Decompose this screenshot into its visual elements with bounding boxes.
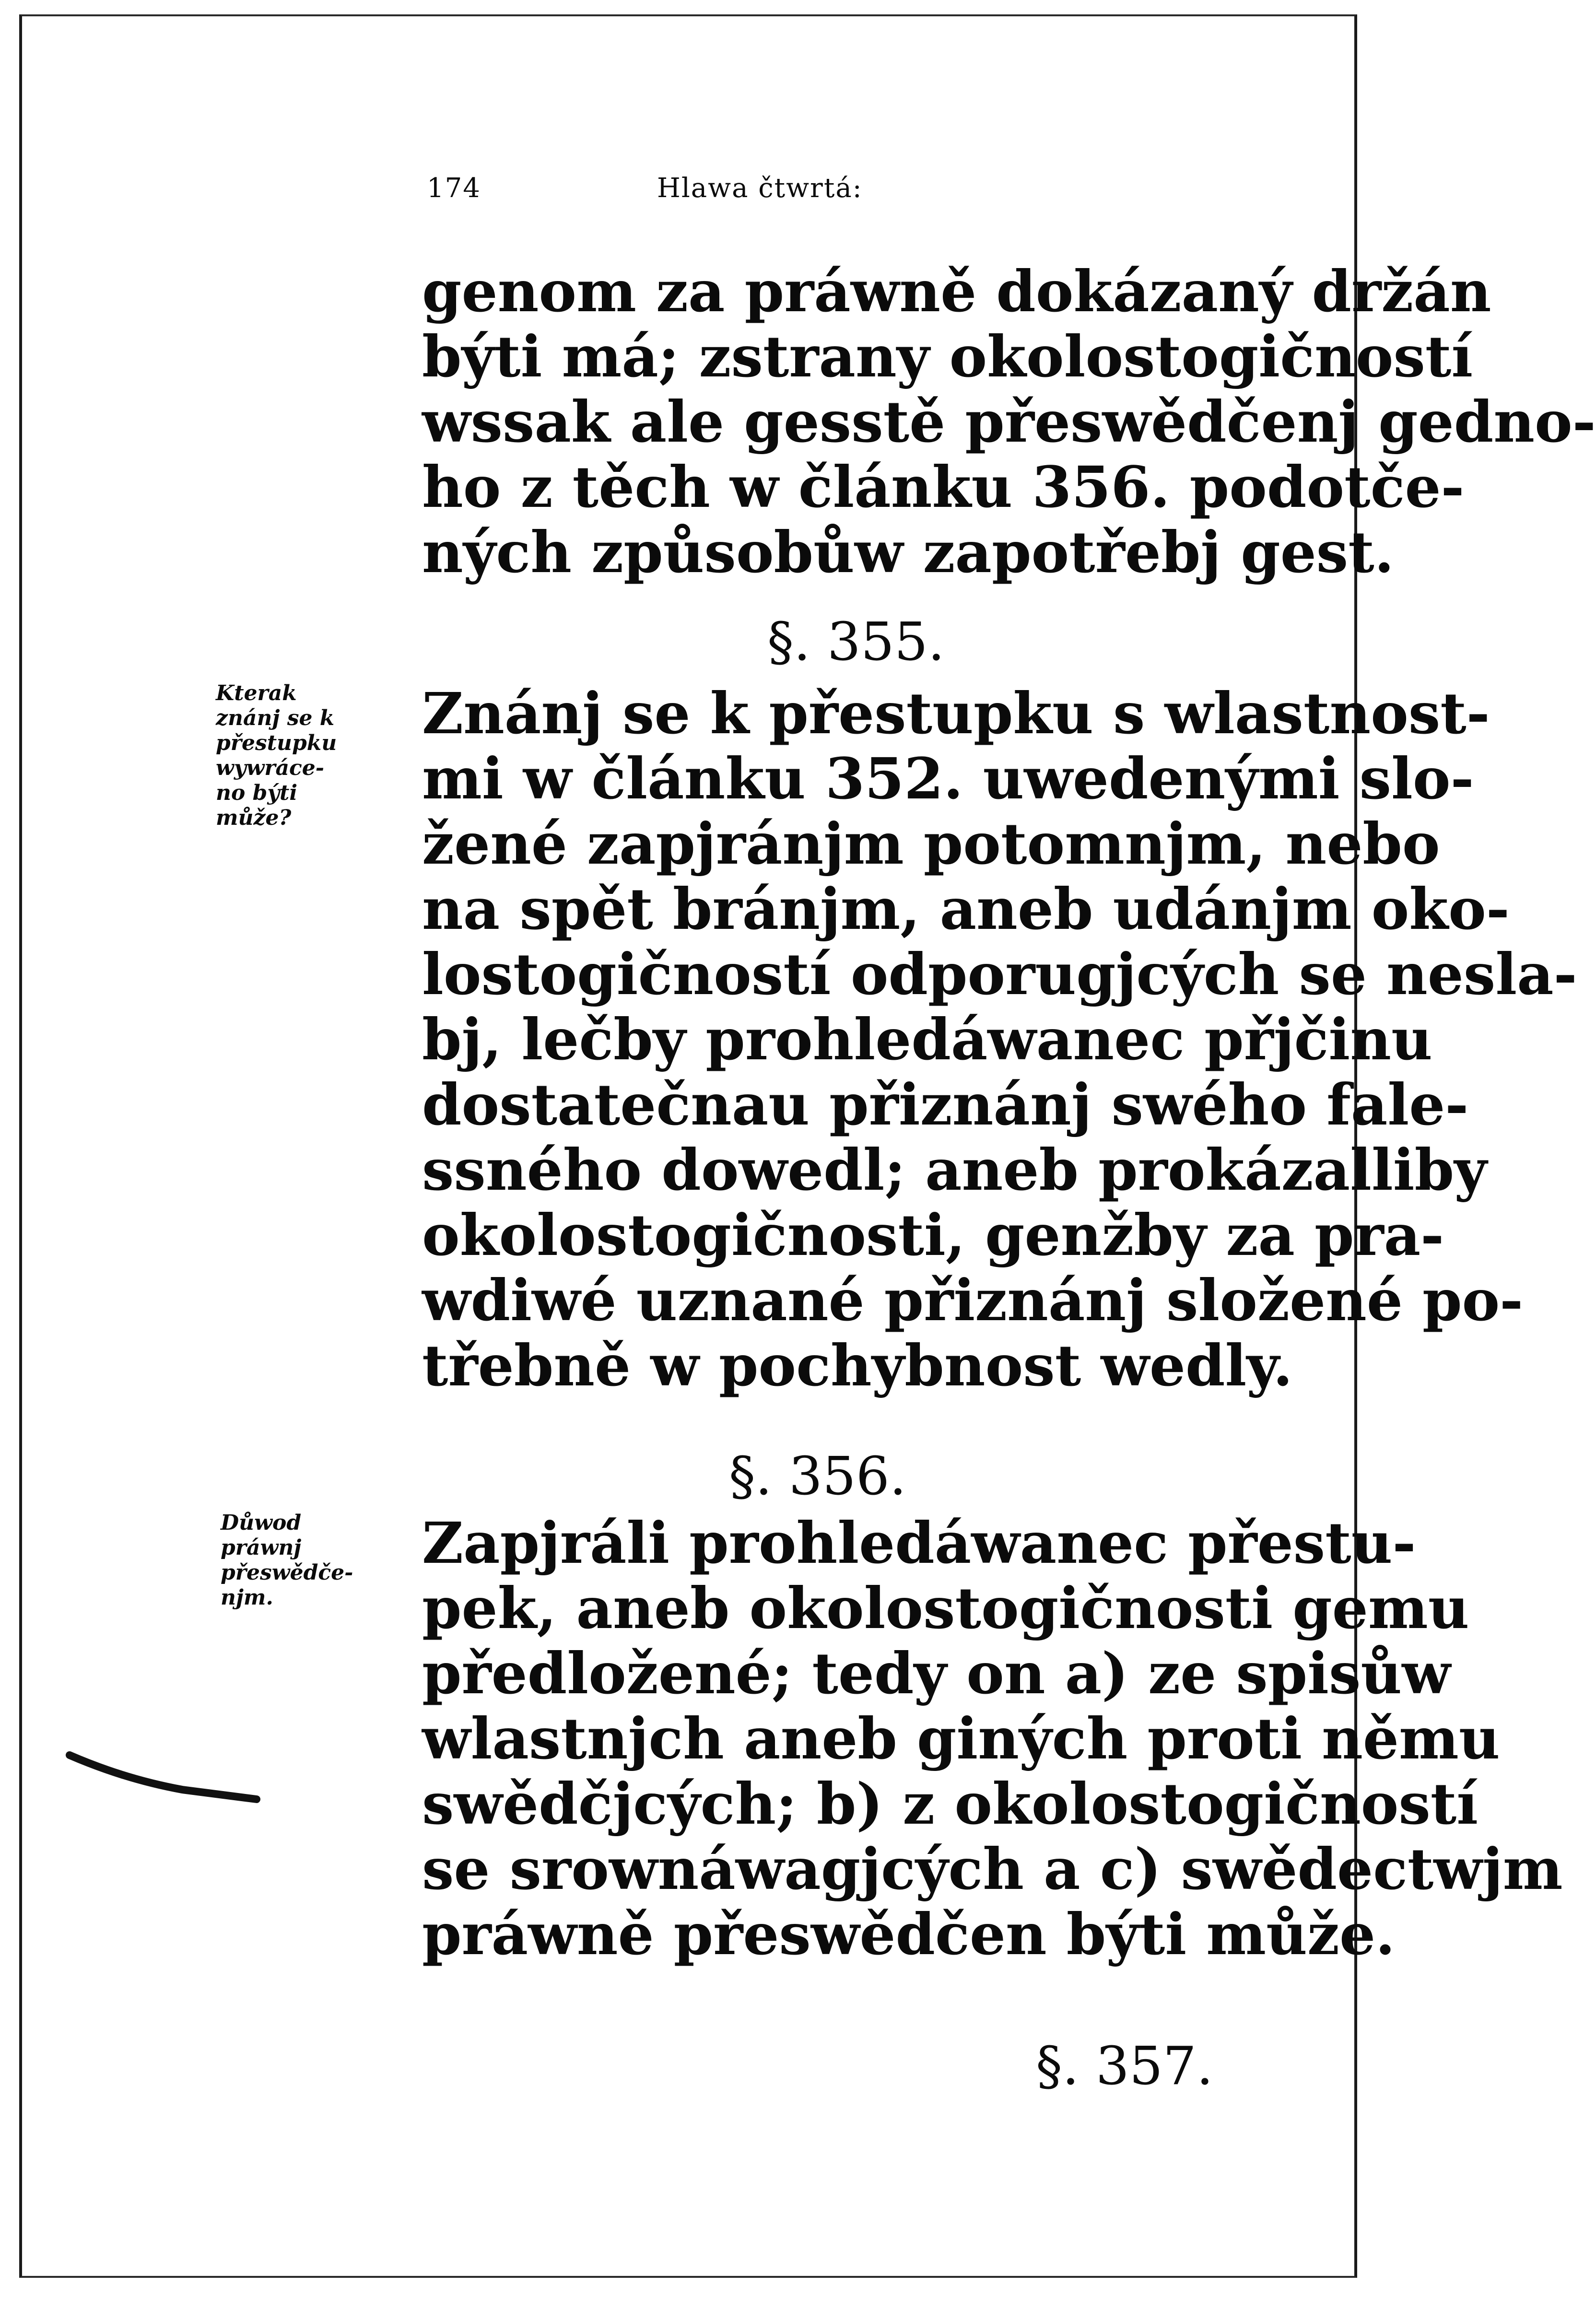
margin-note-line: může? bbox=[216, 806, 292, 830]
text-line: pek, aneb okolostogičnosti gemu bbox=[422, 1575, 1469, 1641]
text-line: wdiwé uznané přiznánj složené po- bbox=[422, 1267, 1524, 1334]
margin-note-line: přestupku bbox=[216, 731, 337, 755]
text-line: bj, lečby prohledáwanec přjčinu bbox=[422, 1006, 1432, 1073]
catchword: §. 357. bbox=[1036, 2035, 1213, 2097]
text-line: žené zapjránjm potomnjm, nebo bbox=[422, 810, 1440, 877]
margin-note-line: no býti bbox=[216, 781, 298, 805]
continued-paragraph bbox=[422, 258, 1596, 586]
margin-note-line: znánj se k bbox=[216, 706, 335, 730]
margin-note-line: přeswědče- bbox=[221, 1560, 353, 1585]
margin-note-line: Důwod bbox=[221, 1511, 302, 1535]
section-355-paragraph bbox=[422, 680, 1577, 1399]
margin-note-line: njm. bbox=[221, 1585, 273, 1610]
margin-note-line: práwnj bbox=[221, 1535, 302, 1560]
margin-note-355 bbox=[216, 681, 337, 831]
text-line: Znánj se k přestupku s wlastnost- bbox=[422, 680, 1490, 747]
text-line: ných způsobůw zapotřebj gest. bbox=[422, 519, 1394, 586]
text-line: Zapjráli prohledáwanec přestu- bbox=[422, 1510, 1416, 1576]
text-line: wlastnjch aneb giných proti němu bbox=[422, 1705, 1500, 1772]
section-heading-355: §. 355. bbox=[767, 611, 945, 672]
text-line: okolostogičnosti, genžby za pra- bbox=[422, 1202, 1444, 1268]
text-line: dostatečnau přiznánj swého fale- bbox=[422, 1071, 1469, 1138]
page-number: 174 bbox=[427, 173, 481, 204]
text-line: býti má; zstrany okolostogičností bbox=[422, 323, 1473, 390]
margin-note-line: Kterak bbox=[216, 681, 297, 705]
text-line: se srownáwagjcých a c) swědectwjm bbox=[422, 1836, 1563, 1902]
text-line: genom za práwně dokázaný držán bbox=[422, 258, 1491, 325]
section-heading-356: §. 356. bbox=[729, 1445, 906, 1507]
text-line: předložené; tedy on a) ze spisůw bbox=[422, 1640, 1451, 1707]
text-line: na spět bránjm, aneb udánjm oko- bbox=[422, 876, 1510, 942]
ink-stroke-mark bbox=[67, 1746, 259, 1803]
text-line: ssného dowedl; aneb prokázalliby bbox=[422, 1137, 1487, 1203]
text-line: lostogičností odporugjcých se nesla- bbox=[422, 941, 1577, 1008]
margin-note-line: wywráce- bbox=[216, 756, 325, 780]
text-line: ho z těch w článku 356. podotče- bbox=[422, 454, 1465, 520]
text-line: práwně přeswědčen býti může. bbox=[422, 1901, 1396, 1968]
text-line: wssak ale gesstě přeswědčenj gedno- bbox=[422, 388, 1596, 455]
section-356-paragraph bbox=[422, 1510, 1563, 1968]
text-line: swědčjcých; b) z okolostogičností bbox=[422, 1770, 1479, 1837]
text-line: třebně w pochybnost wedly. bbox=[422, 1332, 1293, 1399]
text-line: mi w článku 352. uwedenými slo- bbox=[422, 745, 1474, 812]
margin-note-356 bbox=[221, 1511, 353, 1610]
chapter-title: Hlawa čtwrtá: bbox=[657, 173, 863, 204]
